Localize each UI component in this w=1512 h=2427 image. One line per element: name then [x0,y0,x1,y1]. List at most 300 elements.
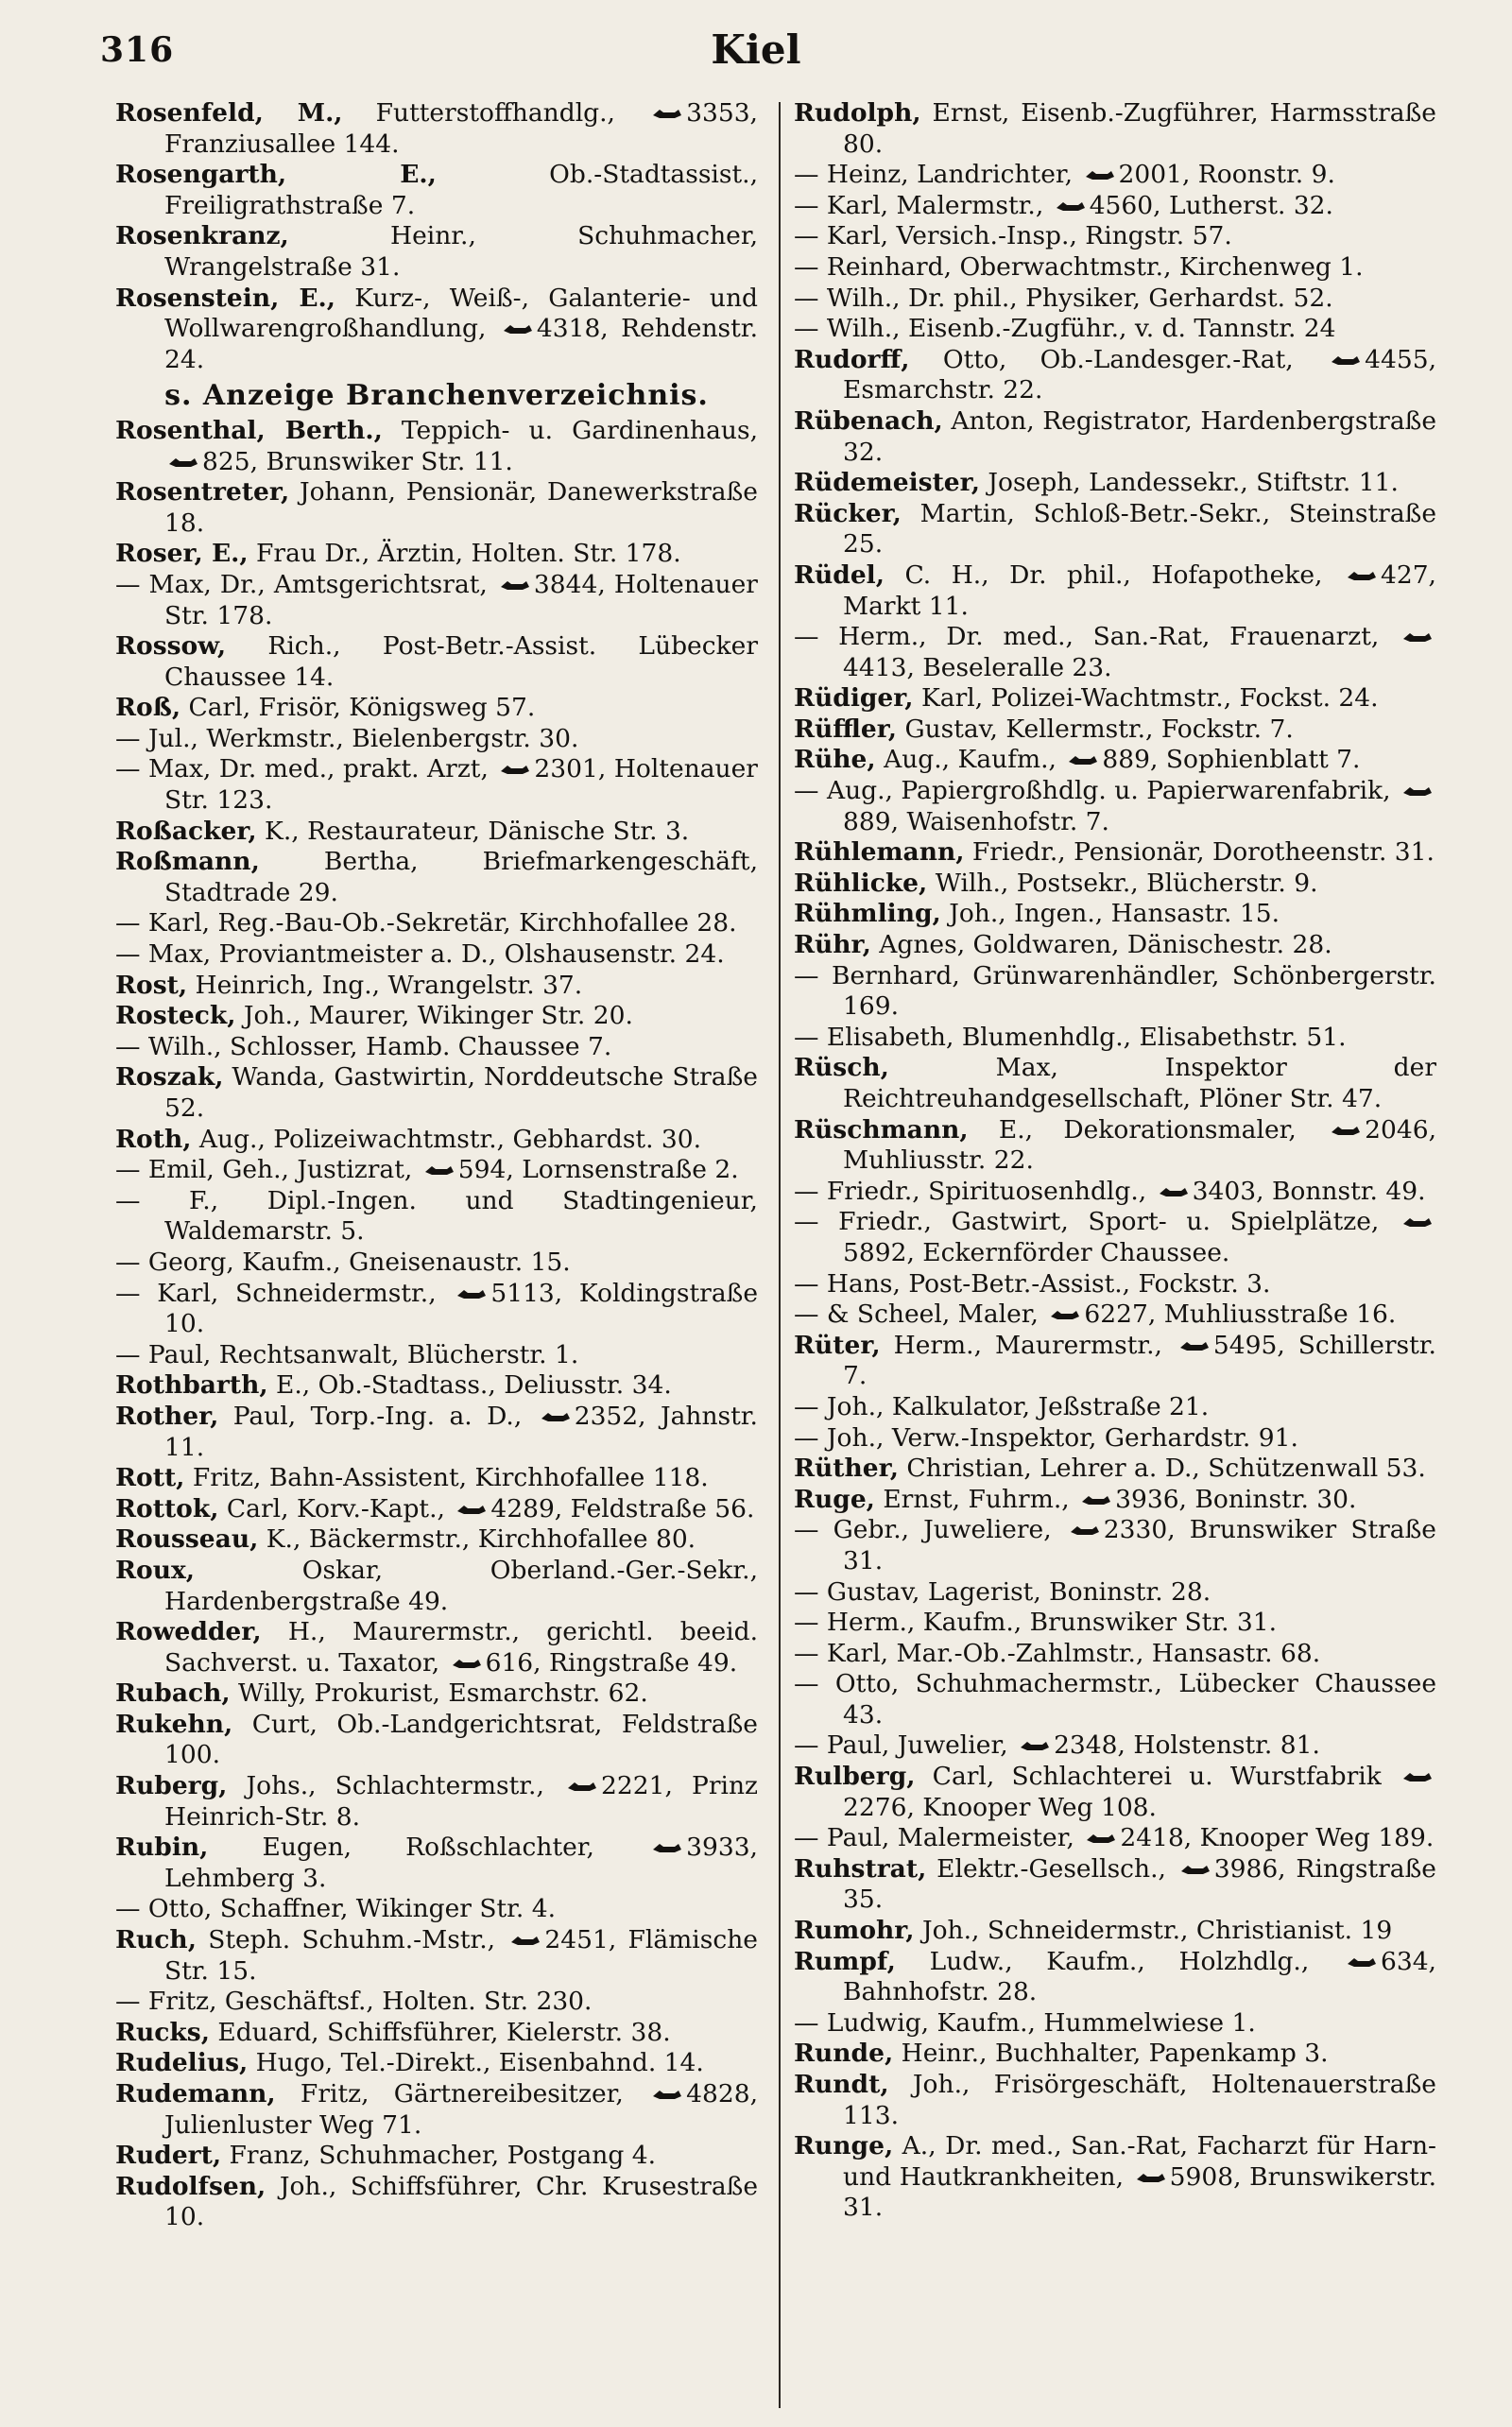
entry-address: Roonstr. 9. [1190,160,1335,190]
entry-surname: Rüffler, [794,714,898,744]
directory-entry [794,776,1436,837]
phone-number: 3936, [1115,1484,1187,1514]
phone-icon [456,1287,487,1302]
directory-entry [794,1823,1436,1854]
directory-entry [794,2039,1436,2070]
entry-surname: Roth, [115,1124,192,1154]
entry-details: — Karl, Malermstr., [794,190,1044,220]
entry-surname: Ruberg, [115,1771,228,1801]
entry-address: Boninstr. 30. [1186,1484,1357,1514]
entry-address: Holtenauer Str. 123. [164,754,758,816]
entry-address: Bonnstr. 49. [1263,1176,1426,1206]
directory-entry [794,98,1436,160]
directory-entry [115,1524,758,1556]
directory-entry [794,2008,1436,2040]
directory-entry [794,1207,1436,1268]
entry-details: — Aug., Papiergroßhdlg. u. Papierwarenfabrik, [794,776,1391,806]
entry-details: — Wilh., Schlosser, Hamb. Chaussee 7. [115,1031,612,1061]
directory-entry [115,971,758,1002]
entry-surname: Rüter, [794,1330,881,1360]
entry-details: Willy, Prokurist, Esmarchstr. 62. [230,1678,648,1709]
entry-details: Ernst, Fuhrm., [874,1484,1070,1514]
entry-details: Eduard, Schiffsführer, Kielerstr. 38. [209,2017,671,2047]
entry-details: — Emil, Geh., Justizrat, [115,1155,413,1185]
entry-details: Martin, Schloß-Betr.-Sekr., Steinstraße 25. [843,498,1436,559]
entry-surname: Rüdiger, [794,683,914,714]
entry-surname: Rukehn, [115,1709,233,1739]
phone-number: 5113, [490,1278,563,1308]
phone-icon [1347,1955,1377,1971]
entry-details: — Otto, Schuhmachermstr., Lübecker Chaussee 43. [794,1669,1436,1730]
entry-surname: Rüschmann, [794,1114,969,1145]
entry-details: — Bernhard, Grünwarenhändler, Schönbergerstr. 169. [794,960,1436,1022]
entry-address: Flämische Str. 15. [164,1925,758,1986]
entry-surname: Rudert, [115,2141,222,2171]
phone-icon [1056,199,1086,215]
directory-entry [794,1730,1436,1762]
entry-details: Bertha, Briefmarkengeschäft, Stadtrade 29. [164,847,758,907]
entry-details: Elektr.-Gesellsch., [926,1853,1166,1884]
directory-entry [115,939,758,971]
entry-details: Carl, Schlachterei u. Wurstfabrik [915,1762,1382,1792]
directory-entry [794,1854,1436,1916]
entry-address: Brunswikerstr. 31. [843,2161,1436,2223]
phone-number: 825, [202,446,259,476]
entry-details: Franz, Schuhmacher, Postgang 4. [221,2141,657,2171]
entry-surname: Rundt, [794,2070,889,2099]
directory-entry [794,284,1436,315]
phone-icon [510,1934,541,1949]
phone-icon [652,2088,682,2103]
directory-entry [115,1279,758,1340]
directory-entry [794,1269,1436,1300]
phone-icon [1180,1863,1211,1878]
directory-entry [794,961,1436,1023]
entry-details: Ernst, Eisenb.-Zugführer, Harmsstraße 80. [843,98,1436,159]
directory-entry [115,2048,758,2079]
directory-entry [115,221,758,283]
directory-entry [794,1300,1436,1331]
directory-entry [115,1032,758,1063]
entry-surname: Rott, [115,1463,185,1493]
entry-details: — Gebr., Juweliere, [794,1515,1052,1545]
directory-entry [115,1062,758,1124]
phone-icon [1081,1493,1111,1508]
phone-icon [1331,1124,1361,1139]
entry-details: Rich., Post-Betr.-Assist. Lübecker Chaussee 14. [164,631,758,692]
entry-details: — Paul, Juwelier, [794,1730,1008,1761]
entry-details: Joh., Maurer, Wikinger Str. 20. [235,1001,633,1031]
directory-entry [115,1340,758,1371]
phone-number: 3403, [1192,1176,1264,1206]
entry-surname: Ruge, [794,1484,875,1514]
entry-details: Friedr., Pensionär, Dorotheenstr. 31. [964,837,1435,868]
entry-address: Jahnstr. 11. [164,1401,758,1462]
phone-number: 4455, [1365,344,1436,374]
phone-icon [1402,1770,1433,1785]
entry-details: — Friedr., Gastwirt, Sport- u. Spielplätze, [794,1207,1380,1237]
entry-surname: Rühr, [794,930,871,960]
entry-surname: Roß, [115,693,181,723]
entry-surname: Rosenstein, E., [115,283,335,313]
entry-surname: Roser, E., [115,539,249,569]
directory-entry [115,284,758,376]
phone-number: 594, [457,1155,514,1185]
entry-details: Fritz, Bahn-Assistent, Kirchhofallee 118. [184,1463,709,1493]
directory-entry [794,930,1436,961]
directory-entry [794,1515,1436,1576]
phone-icon [500,763,530,778]
entry-surname: Rosentreter, [115,477,290,508]
entry-details: — Ludwig, Kaufm., Hummelwiese 1. [794,2007,1256,2038]
entry-details: Joseph, Landessekr., Stiftstr. 11. [979,468,1399,498]
directory-entry [794,714,1436,746]
phone-icon [541,1410,571,1425]
entry-address: Prinz Heinrich-Str. 8. [164,1771,758,1832]
directory-entry [794,1423,1436,1454]
entry-details: A., Dr. med., San.-Rat, Facharzt für Harn- und Hautkrankheiten, [843,2131,1436,2192]
entry-address: Esmarchstr. 22. [843,375,1043,405]
phone-icon [652,107,682,122]
phone-number: 4560, [1089,190,1161,220]
entry-details: Aug., Kaufm., [875,745,1057,775]
entry-details: H., Maurermstr., gerichtl. beeid. Sachverst. u. Taxator, [164,1617,758,1678]
entry-details: — Otto, Schaffner, Wikinger Str. 4. [115,1894,557,1924]
directory-entry [115,2018,758,2049]
entry-surname: Ruhstrat, [794,1853,927,1884]
entry-details: Curt, Ob.-Landgerichtsrat, Feldstraße 100. [164,1709,758,1770]
directory-entry [794,1115,1436,1177]
entry-surname: Rudemann, [115,2079,276,2109]
entry-details: — Joh., Verw.-Inspektor, Gerhardstr. 91. [794,1422,1298,1453]
entry-surname: Rumpf, [794,1946,896,1976]
entry-details: Teppich- u. Gardinenhaus, [382,415,758,445]
entry-details: Futterstoffhandlg., [342,98,615,128]
entry-details: Aug., Polizeiwachtmstr., Gebhardst. 30. [191,1124,702,1154]
entry-surname: Rubin, [115,1833,209,1863]
entry-details: Eugen, Roßschlachter, [208,1833,594,1863]
entry-details: Ludw., Kaufm., Holzhdlg., [895,1946,1310,1976]
phone-number: 2418, [1120,1823,1193,1853]
directory-entry [794,1916,1436,1947]
entry-surname: Roszak, [115,1062,224,1093]
entry-details: — Herm., Kaufm., Brunswiker Str. 31. [794,1608,1278,1638]
entry-details: — & Scheel, Maler, [794,1300,1039,1330]
directory-entry [115,477,758,539]
entry-details: Paul, Torp.-Ing. a. D., [218,1401,523,1431]
entry-details: — Fritz, Geschäftsf., Holten. Str. 230. [115,1987,593,2017]
entry-address: Sophienblatt 7. [1158,745,1361,775]
phone-number: 2276, [843,1792,915,1822]
directory-entry [115,1833,758,1894]
entry-details: Carl, Frisör, Königsweg 57. [180,693,536,723]
directory-entry [115,1771,758,1833]
entry-details: — Wilh., Eisenb.-Zugführ., v. d. Tannstr. 24 [794,314,1336,344]
directory-entry [115,1370,758,1402]
entry-details: Joh., Ingen., Hansastr. 15. [940,899,1280,929]
entry-details: E., Ob.-Stadtass., Deliusstr. 34. [267,1370,672,1401]
entry-details: Gustav, Kellermstr., Fockstr. 7. [897,714,1294,744]
phone-number: 634, [1380,1946,1436,1976]
entry-surname: Runge, [794,2131,894,2161]
directory-entry [115,416,758,477]
entry-details: K., Bäckermstr., Kirchhofallee 80. [258,1524,696,1555]
entry-details: Wanda, Gastwirtin, Norddeutsche Straße 52. [164,1062,758,1123]
phone-number: 889, [1102,745,1159,775]
left-column [115,98,758,2233]
phone-icon [1159,1185,1189,1200]
phone-icon [452,1657,482,1672]
entry-surname: Rosenkranz, [115,221,289,251]
entry-address: Muhliusstraße 16. [1156,1300,1397,1330]
directory-entry [115,1494,758,1525]
entry-address: Julienluster Weg 71. [164,2109,422,2140]
entry-surname: Rüther, [794,1454,899,1484]
phone-icon [1068,753,1098,768]
phone-number: 3933, [686,1833,758,1863]
phone-number: 616, [485,1647,541,1678]
entry-surname: Rost, [115,970,188,1000]
entry-surname: Rubach, [115,1678,231,1709]
entry-address: Ringstraße 49. [541,1647,738,1678]
directory-entry [115,817,758,848]
directory-entry [115,908,758,939]
entry-details: — F., Dipl.-Ingen. und Stadtingenieur, Waldemarstr. 5. [115,1185,758,1247]
directory-entry [794,1608,1436,1639]
entry-surname: Ruch, [115,1925,197,1955]
entry-details: Agnes, Goldwaren, Dänischestr. 28. [870,930,1332,960]
entry-details: Joh., Frisörgeschäft, Holtenauerstraße 113. [843,2070,1436,2130]
entry-surname: Rumohr, [794,1916,915,1946]
entry-address: Holtenauer Str. 178. [164,569,758,630]
entry-surname: Rucks, [115,2017,210,2047]
directory-entry [115,1463,758,1494]
phone-icon [1331,353,1361,369]
entry-details: Ob.-Stadtassist., Freiligrathstraße 7. [164,160,759,220]
directory-entry [115,160,758,221]
entry-address: Ringstraße 35. [843,1853,1436,1915]
entry-details: Heinr., Schuhmacher, Wrangelstraße 31. [164,221,758,282]
phone-icon [456,1503,487,1518]
phone-number: 5495, [1212,1330,1285,1360]
entry-details: — Jul., Werkmstr., Bielenbergstr. 30. [115,723,579,753]
entry-details: Heinrich, Ing., Wrangelstr. 37. [187,970,583,1000]
phone-number: 2330, [1103,1515,1176,1545]
entry-surname: Rüdemeister, [794,468,980,498]
entry-surname: Rosenthal, Berth., [115,415,383,445]
directory-entry [115,1925,758,1987]
directory-entry [794,1177,1436,1208]
directory-entry [794,2131,1436,2224]
entry-address: Knooper Weg 189. [1192,1823,1435,1853]
phone-number: 3844, [533,569,606,599]
directory-entry [794,1669,1436,1730]
entry-details: — Georg, Kaufm., Gneisenaustr. 15. [115,1247,571,1277]
phone-number: 3986, [1213,1853,1286,1884]
page-header [0,23,1512,79]
entry-details: Frau Dr., Ärztin, Holten. Str. 178. [248,539,681,569]
directory-entry [794,221,1436,252]
directory-entry [794,1577,1436,1609]
phone-icon [1085,168,1115,183]
entry-details: Karl, Polizei-Wachtmstr., Fockst. 24. [913,683,1379,714]
entry-details: Joh., Schneidermstr., Christianist. 19 [914,1916,1393,1946]
directory-entry [115,631,758,693]
directory-entry [115,1186,758,1248]
entry-address: Eckernförder Chaussee. [914,1237,1230,1267]
directory-entry [115,1987,758,2018]
entry-details: Christian, Lehrer a. D., Schützenwall 53. [898,1454,1426,1484]
phone-icon [1050,1308,1080,1323]
directory-entry [115,1894,758,1925]
entry-surname: Runde, [794,2039,894,2069]
directory-entry [115,693,758,724]
phone-icon [503,322,533,337]
phone-number: 2352, [574,1401,646,1431]
entry-details: C. H., Dr. phil., Hofapotheke, [884,559,1323,590]
directory-entry [794,560,1436,622]
entry-address: Beseleralle 23. [914,652,1112,682]
phone-number: 4413, [843,652,915,682]
directory-entry [794,622,1436,683]
entry-surname: Rudolph, [794,98,921,128]
directory-entry [115,1125,758,1156]
entry-details: — Karl, Mar.-Ob.-Zahlmstr., Hansastr. 68. [794,1638,1321,1668]
entry-details: — Paul, Rechtsanwalt, Blücherstr. 1. [115,1339,579,1369]
entry-address: Feldstraße 56. [562,1493,755,1523]
entry-address: Koldingstraße 10. [164,1278,758,1339]
entry-details: Hugo, Tel.-Direkt., Eisenbahnd. 14. [248,2048,704,2078]
entry-surname: Rowedder, [115,1617,262,1647]
phone-icon [1086,1832,1116,1847]
entry-details: Johs., Schlachtermstr., [227,1771,544,1801]
phone-icon [1136,2171,1166,2186]
phone-number: 3353, [686,98,758,128]
entry-surname: Rulberg, [794,1762,916,1792]
entry-surname: Rothbarth, [115,1370,268,1401]
directory-entry [115,2172,758,2233]
phone-icon [1402,784,1433,800]
directory-entry [794,1392,1436,1423]
entry-address: Lutherst. 32. [1160,190,1333,220]
directory-entry [794,745,1436,776]
entry-details: Max, Inspektor der Reichtreuhandgesellschaft, Plöner Str. 47. [843,1053,1436,1113]
page-number: 316 [100,30,175,70]
phone-icon [1070,1523,1100,1539]
directory-entry [115,1710,758,1771]
entry-address: Brunswiker Straße 31. [843,1515,1436,1575]
directory-entry [794,160,1436,191]
right-column [794,98,1436,2224]
entry-address: Markt 11. [843,591,969,621]
directory-entry [794,899,1436,930]
phone-number: 4318, [536,314,609,344]
column-divider [779,102,781,2408]
entry-details: K., Restaurateur, Dänische Str. 3. [256,816,690,846]
entry-surname: Rücker, [794,498,902,528]
directory-entry [115,1001,758,1032]
entry-details: — Wilh., Dr. phil., Physiker, Gerhardst. 52. [794,283,1333,313]
entry-surname: Rosengarth, E., [115,160,437,190]
directory-entry [794,1485,1436,1516]
entry-details: — Paul, Malermeister, [794,1823,1074,1853]
entry-details: Joh., Schiffsführer, Chr. Krusestraße 10. [164,2171,758,2232]
directory-entry [794,1947,1436,2008]
directory-entry [794,499,1436,560]
entry-details: Johann, Pensionär, Danewerkstraße 18. [164,477,758,538]
entry-address: Rehdenstr. 24. [164,314,758,374]
entry-address: Knooper Weg 108. [914,1792,1157,1822]
phone-number: 2046, [1365,1114,1436,1145]
phone-icon [168,456,198,471]
phone-number: 6227, [1084,1300,1157,1330]
directory-entry [794,468,1436,499]
entry-details: Carl, Korv.-Kapt., [218,1493,445,1523]
entry-details: — Karl, Versich.-Insp., Ringstr. 57. [794,221,1232,251]
directory-entry [115,1617,758,1678]
entry-details: — Gustav, Lagerist, Boninstr. 28. [794,1576,1211,1607]
entry-surname: Rühlemann, [794,837,965,868]
phone-number: 2451, [544,1925,617,1955]
entry-details: Anton, Registrator, Hardenbergstraße 32. [843,405,1436,467]
directory-entry [794,1454,1436,1485]
entry-surname: Rudelius, [115,2048,249,2078]
entry-address: Holstenstr. 81. [1125,1730,1320,1761]
phone-number: 4289, [490,1493,563,1523]
phone-number: 4828, [686,2079,758,2109]
directory-entry [794,1331,1436,1392]
directory-entry [115,754,758,816]
entry-details: Otto, Ob.-Landesger.-Rat, [909,344,1294,374]
directory-entry [794,837,1436,869]
entry-address: Brunswiker Str. 11. [258,446,513,476]
directory-entry [794,683,1436,714]
phone-icon [1179,1339,1210,1354]
directory-entry [794,191,1436,222]
directory-entry [115,539,758,570]
section-heading: s. Anzeige Branchenverzeichnis. [164,379,709,413]
directory-entry [115,1248,758,1279]
directory-entry [794,314,1436,345]
directory-entry [794,869,1436,900]
phone-icon [1347,569,1377,584]
entry-surname: Rother, [115,1401,219,1431]
entry-surname: Rudorff, [794,344,910,374]
entry-address: Bahnhofstr. 28. [843,1977,1038,2007]
phone-number: 889, [843,806,900,836]
phone-number: 2221, [601,1771,673,1801]
entry-address: Franziusallee 144. [164,129,400,159]
entry-details: — Max, Dr., Amtsgerichtsrat, [115,569,488,599]
directory-entry [794,1762,1436,1823]
entry-details: Fritz, Gärtnereibesitzer, [275,2079,624,2109]
entry-details: Heinr., Buchhalter, Papenkamp 3. [893,2039,1329,2069]
page-title-city: Kiel [711,26,801,73]
entry-address: Schillerstr. 7. [843,1330,1436,1391]
directory-entry [115,1402,758,1463]
entry-details: E., Dekorationsmaler, [968,1114,1297,1145]
entry-details: Oskar, Oberland.-Ger.-Sekr., Hardenbergstraße 49. [164,1555,758,1616]
entry-surname: Rosteck, [115,1001,236,1031]
directory-entry [794,1639,1436,1670]
entry-details: — Reinhard, Oberwachtmstr., Kirchenweg 1. [794,251,1364,282]
directory-entry [794,1053,1436,1114]
entry-details: — Herm., Dr. med., San.-Rat, Frauenarzt, [794,622,1380,652]
directory-entry [115,2141,758,2172]
entry-details: — Heinz, Landrichter, [794,160,1074,190]
phone-icon [1402,630,1433,645]
entry-address: Lornsenstraße 2. [513,1155,739,1185]
